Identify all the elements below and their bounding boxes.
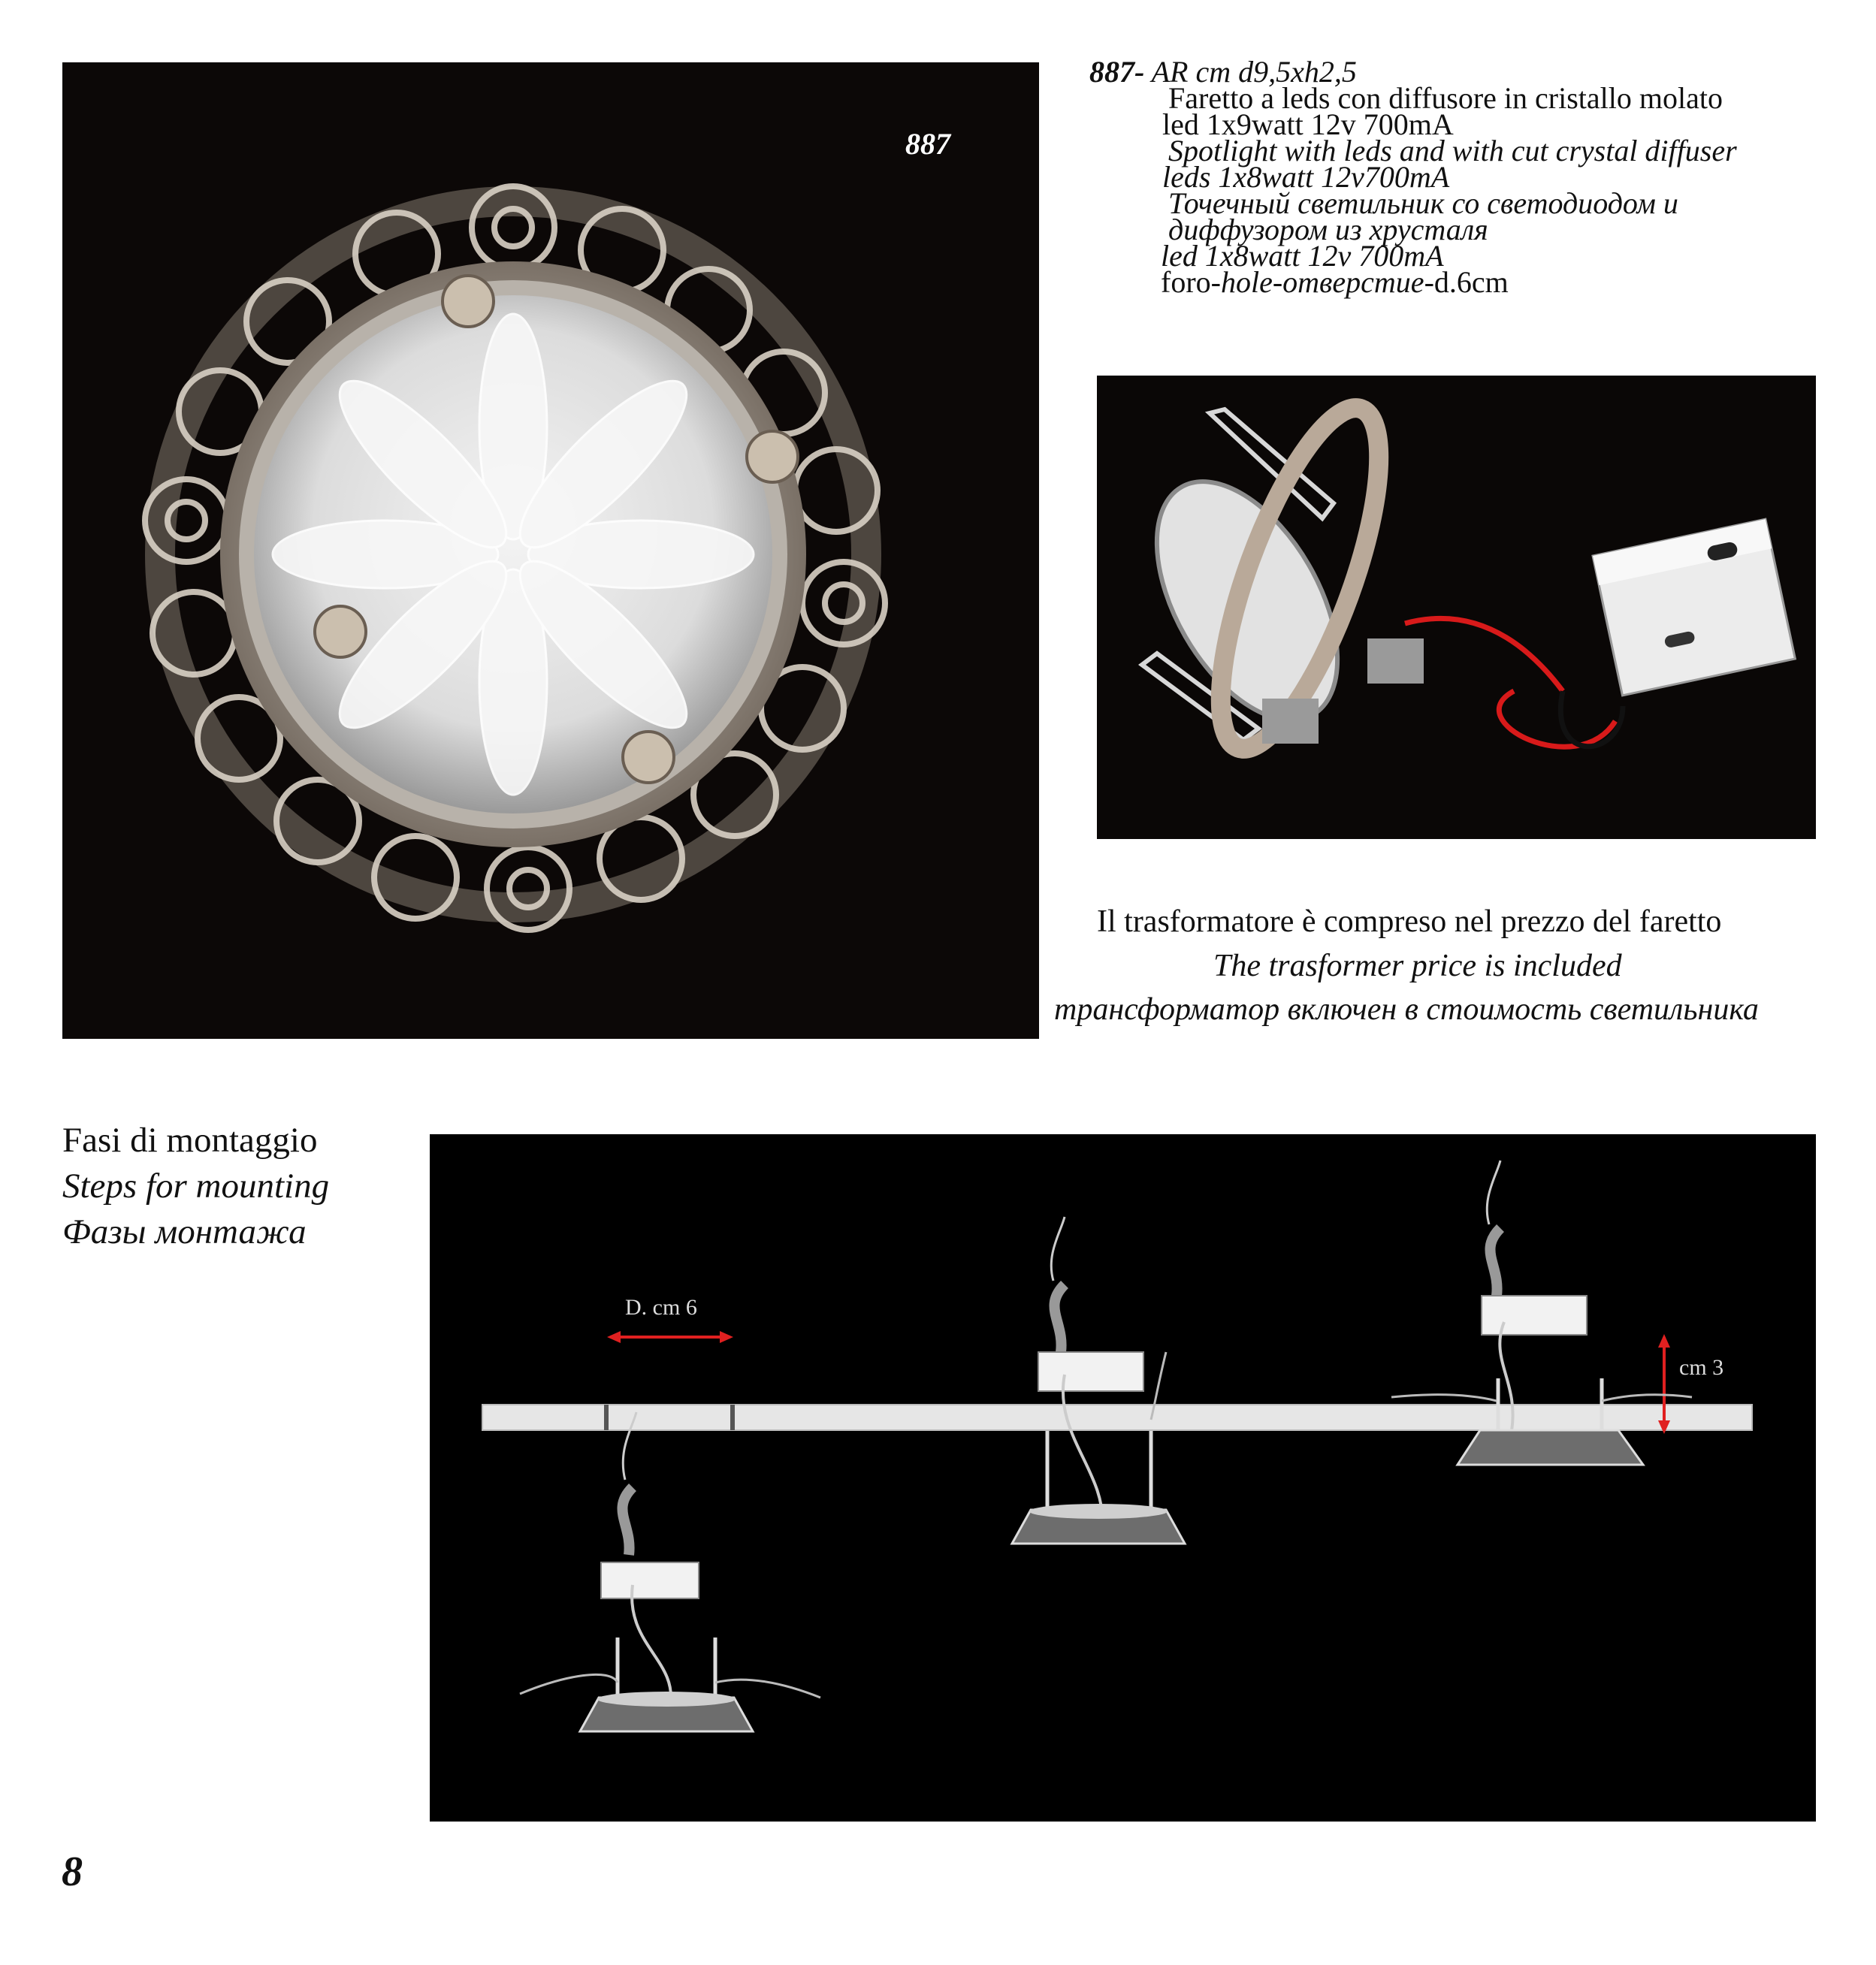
transformer-note-russian: трансформатор включен в стоимость светильника [1054, 992, 1759, 1027]
hole-size [1089, 265, 1841, 299]
hole-left-edge [604, 1405, 609, 1430]
mounting-step-1 [520, 1412, 820, 1731]
hole-size-value: -d.6cm [1424, 265, 1509, 299]
product-spec-block [1089, 55, 1841, 299]
product-code: 887- [1089, 55, 1145, 89]
transformer-note-italian: Il trasformatore è compreso nel prezzo del faretto [1097, 904, 1722, 939]
mounting-steps-title [62, 1118, 329, 1255]
photo-product-number: 887 [905, 127, 950, 161]
hole-size-it: foro- [1161, 265, 1221, 299]
depth-dimension-label: cm 3 [1679, 1355, 1724, 1380]
spotlight-and-transformer-image [1097, 376, 1816, 839]
ceiling-panel [482, 1405, 1752, 1430]
description-russian-line2: диффузором из хрусталя [1168, 213, 1488, 246]
mounting-title-russian: Фазы монтажа [62, 1212, 307, 1251]
hole-right-edge [730, 1405, 735, 1430]
description-italian: Faretto a leds con diffusore in cristallo molato [1168, 81, 1723, 115]
description-english: Spotlight with leds and with cut crystal diffuser [1168, 134, 1737, 168]
transformer-note-english: The trasformer price is included [1213, 949, 1622, 983]
description-russian-line1: Точечный светильник со светодиодом и [1168, 186, 1678, 220]
page-number: 8 [62, 1849, 83, 1895]
spotlight-top-view-image [62, 62, 1039, 1039]
power-english: leds 1x8watt 12v700mA [1162, 160, 1450, 194]
mounting-title-english: Steps for mounting [62, 1167, 330, 1206]
mounting-step-2 [1012, 1217, 1185, 1544]
product-dimensions: AR cm d9,5xh2,5 [1144, 55, 1357, 89]
hole-size-en-ru: hole-отверстие [1220, 265, 1424, 299]
power-russian: led 1x8watt 12v 700mA [1161, 239, 1444, 273]
product-with-driver-photo [1097, 376, 1816, 839]
hole-dimension-label: D. cm 6 [625, 1295, 697, 1320]
product-photo [62, 62, 1039, 1039]
mounting-title-italian: Fasi di montaggio [62, 1121, 318, 1160]
power-italian: led 1x9watt 12v 700mA [1162, 107, 1454, 141]
mounting-diagram [430, 1134, 1816, 1822]
